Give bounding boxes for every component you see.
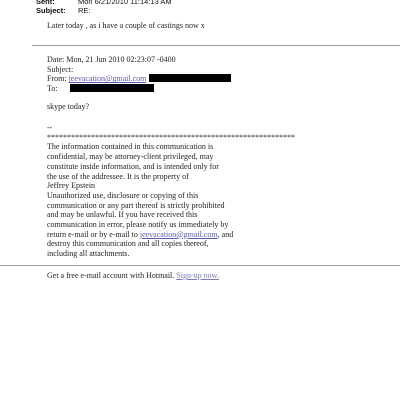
sig-line: and may be unlawful. If you have received this <box>47 210 198 220</box>
body-text: skype today? <box>47 102 89 111</box>
sig-stars: ************************************************************** <box>47 132 295 142</box>
sig-line: communication or any part thereof is strictly prohibited <box>47 200 225 210</box>
sig-link-line <box>47 230 307 240</box>
sig-lines-after <box>47 239 307 258</box>
quoted-date: Date: Mon, 21 Jun 2010 02:23:07 -0400 <box>47 55 176 64</box>
sig-line: the use of the addressee. It is the property of <box>47 171 189 181</box>
sent-value: Mon 6/21/2010 11:14:13 AM <box>78 0 172 6</box>
subject-value: RE: <box>78 6 91 15</box>
signup-link[interactable]: Sign-up now. <box>176 271 219 280</box>
footer-text: Get a free e-mail account with Hotmail. <box>47 271 177 280</box>
sig-line: Jeffrey Epstein <box>47 181 96 191</box>
sig-line: constitute inside information, and is intended only for <box>47 161 219 171</box>
redaction-block <box>70 84 154 92</box>
sig-dashes: -- <box>47 123 53 132</box>
sig-email-link[interactable]: jeevacation@gmail.com <box>139 229 218 239</box>
sig-post-link: , and <box>217 229 234 239</box>
sig-lines <box>47 142 307 229</box>
sig-line: including all attachments. <box>47 249 130 259</box>
sent-label: Sent: <box>36 0 55 6</box>
signature-block <box>47 123 307 259</box>
sig-line: destroy this communication and all copies thereof, <box>47 239 209 249</box>
quoted-to <box>47 84 231 94</box>
sig-line: The information contained in this communication is <box>47 142 214 152</box>
from-label: From: <box>47 74 69 84</box>
footer <box>47 271 219 281</box>
subject-row <box>36 6 172 15</box>
from-email-link[interactable]: jeevacation@gmail.com <box>68 74 147 84</box>
sig-line: confidential, may be attorney-client privileged, may <box>47 152 214 162</box>
sig-pre-link: return e-mail or by e-mail to <box>47 229 140 239</box>
separator-line <box>32 45 400 46</box>
reply-text: Later today , as i have a couple of castings now x <box>47 21 205 30</box>
quoted-header <box>47 55 231 94</box>
sig-line: communication in error, please notify us immediately by <box>47 220 229 230</box>
to-label: To: <box>47 84 58 94</box>
quoted-from <box>47 74 231 84</box>
subject-label: Subject: <box>36 6 66 15</box>
separator-line <box>0 265 400 266</box>
email-header <box>36 0 172 15</box>
redaction-block <box>149 74 231 82</box>
sig-line: Unauthorized use, disclosure or copying of this <box>47 190 199 200</box>
quoted-subject: Subject: <box>47 64 74 74</box>
